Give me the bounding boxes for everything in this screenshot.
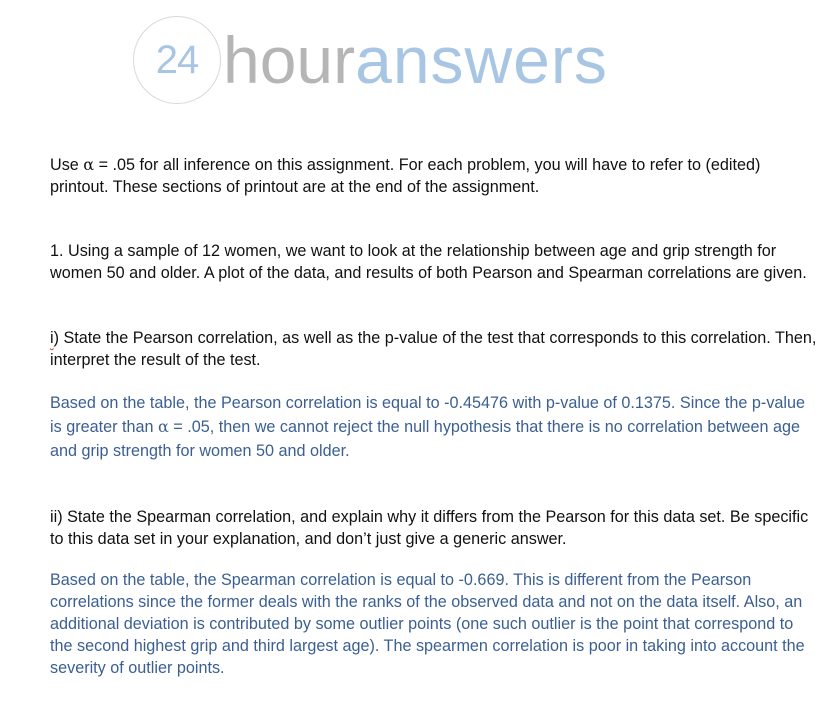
part-ii-answer: Based on the table, the Spearman correlation is equal to -0.669. This is different from the Pearson correlations since the former deals with the ranks of the observed data and not on the data itself. Also, an additional deviation is contributed by some outlier points (one such outlier is the point that correspond to the second highest grip and third largest age). The spearmen correlation is poor in taking into account the severity of outlier points.: [50, 571, 805, 677]
intro-text-start: Use: [50, 156, 84, 174]
part-i-answer-end: = .05, then we cannot reject the null hypothesis that there is no correlation between age and grip strength for women 50 and older.: [50, 418, 801, 460]
logo: [133, 15, 608, 105]
intro-paragraph: [50, 154, 820, 199]
logo-word-hour: hour: [223, 23, 356, 97]
part-i-marker: i: [50, 329, 54, 347]
problem-1-text: 1. Using a sample of 12 women, we want to look at the relationship between age and grip strength for women 50 and older. A plot of the data, and results of both Pearson and Spearman correlations are given.: [50, 242, 807, 282]
part-i-question: [50, 328, 820, 372]
logo-number: 24: [155, 37, 199, 82]
intro-text-end: = .05 for all inference on this assignment. For each problem, you will have to refer to (edited) printout. These sections of printout are at the end of the assignment.: [50, 156, 761, 196]
logo-badge: [133, 16, 221, 104]
logo-word-answers: answers: [355, 23, 608, 97]
part-i-answer: [50, 391, 820, 463]
part-i-question-text: ) State the Pearson correlation, as well as the p-value of the test that corresponds to this correlation. Then, interpret the result of the test.: [50, 329, 817, 369]
alpha-symbol: α: [83, 155, 95, 174]
part-ii-question: ii) State the Spearman correlation, and explain why it differs from the Pearson for this data set. Be specific to this data set in your explanation, and don’t just give a generic answer.: [50, 508, 809, 548]
part-i-answer-start: Based on the table, the Pearson correlation is equal to -0.45476 with p-value of 0.1375. Since the p-value is greater than: [50, 394, 806, 436]
alpha-symbol: α: [157, 417, 169, 436]
